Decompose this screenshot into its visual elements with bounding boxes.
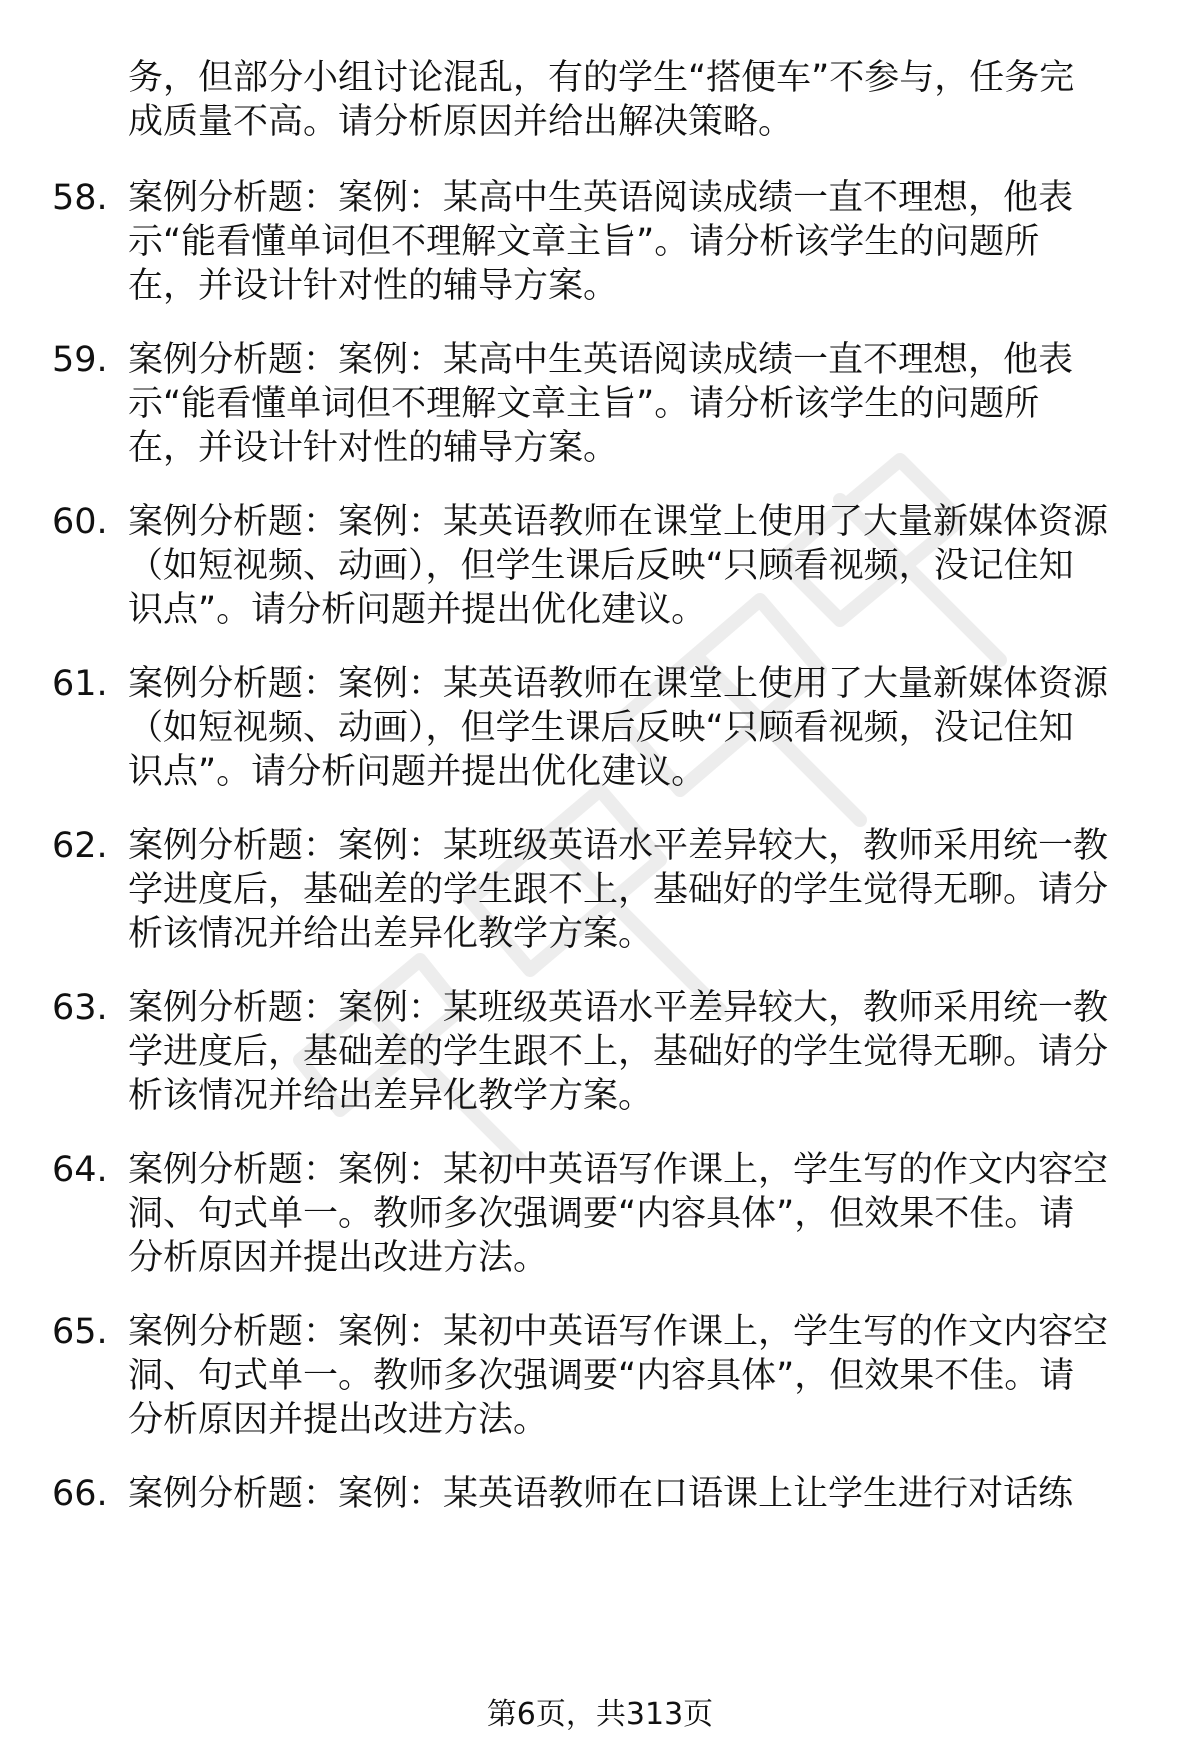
question-64-number: 64. <box>52 1150 108 1190</box>
question-62-number: 62. <box>52 826 108 866</box>
question-65-line-3: 分析原因并提出改进方法。 <box>128 1400 549 1440</box>
question-61-number: 61. <box>52 664 108 704</box>
question-64-line-1: 案例分析题：案例：某初中英语写作课上，学生写的作文内容空 <box>128 1150 1109 1190</box>
question-58-line-3: 在，并设计针对性的辅导方案。 <box>128 266 619 306</box>
question-63-line-3: 析该情况并给出差异化教学方案。 <box>128 1076 654 1116</box>
question-63-line-1: 案例分析题：案例：某班级英语水平差异较大，教师采用统一教 <box>128 988 1109 1028</box>
question-65-number: 65. <box>52 1312 108 1352</box>
question-63-number: 63. <box>52 988 108 1028</box>
question-58-line-2: 示“能看懂单词但不理解文章主旨”。请分析该学生的问题所 <box>128 222 1040 262</box>
question-59-line-1: 案例分析题：案例：某高中生英语阅读成绩一直不理想，他表 <box>128 340 1074 380</box>
question-60-line-2: （如短视频、动画），但学生课后反映“只顾看视频，没记住知 <box>128 546 1074 586</box>
question-61-line-2: （如短视频、动画），但学生课后反映“只顾看视频，没记住知 <box>128 708 1074 748</box>
question-66-number: 66. <box>52 1474 108 1514</box>
question-62-line-2: 学进度后，基础差的学生跟不上，基础好的学生觉得无聊。请分 <box>128 870 1109 910</box>
question-58-line-1: 案例分析题：案例：某高中生英语阅读成绩一直不理想，他表 <box>128 178 1074 218</box>
question-59-line-2: 示“能看懂单词但不理解文章主旨”。请分析该学生的问题所 <box>128 384 1040 424</box>
question-65-line-1: 案例分析题：案例：某初中英语写作课上，学生写的作文内容空 <box>128 1312 1109 1352</box>
question-60-number: 60. <box>52 502 108 542</box>
question-59-line-3: 在，并设计针对性的辅导方案。 <box>128 428 619 468</box>
question-62-line-3: 析该情况并给出差异化教学方案。 <box>128 914 654 954</box>
question-62-line-1: 案例分析题：案例：某班级英语水平差异较大，教师采用统一教 <box>128 826 1109 866</box>
question-64-line-2: 洞、句式单一。教师多次强调要“内容具体”，但效果不佳。请 <box>128 1194 1075 1234</box>
question-58-number: 58. <box>52 178 108 218</box>
question-59-number: 59. <box>52 340 108 380</box>
question-64-line-3: 分析原因并提出改进方法。 <box>128 1238 549 1278</box>
question-60-line-3: 识点”。请分析问题并提出优化建议。 <box>128 590 707 630</box>
question-61-line-1: 案例分析题：案例：某英语教师在课堂上使用了大量新媒体资源 <box>128 664 1109 704</box>
question-66-line-1: 案例分析题：案例：某英语教师在口语课上让学生进行对话练 <box>128 1474 1074 1514</box>
question-61-line-3: 识点”。请分析问题并提出优化建议。 <box>128 752 707 792</box>
question-63-line-2: 学进度后，基础差的学生跟不上，基础好的学生觉得无聊。请分 <box>128 1032 1109 1072</box>
intro-line-2: 成质量不高。请分析原因并给出解决策略。 <box>128 102 794 142</box>
intro-line-1: 务，但部分小组讨论混乱，有的学生“搭便车”不参与，任务完 <box>128 58 1075 98</box>
question-60-line-1: 案例分析题：案例：某英语教师在课堂上使用了大量新媒体资源 <box>128 502 1109 542</box>
question-65-line-2: 洞、句式单一。教师多次强调要“内容具体”，但效果不佳。请 <box>128 1356 1075 1396</box>
page-footer: 第6页，共313页 <box>486 1697 714 1732</box>
